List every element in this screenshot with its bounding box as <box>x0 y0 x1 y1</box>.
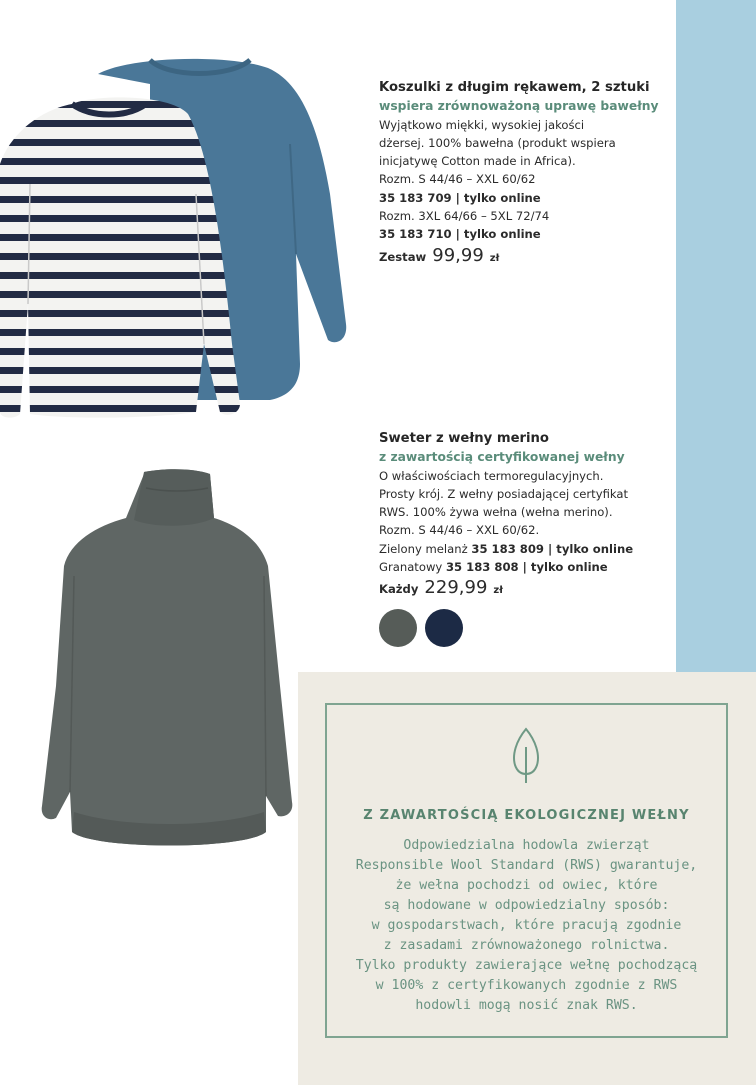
eco-text-line: Responsible Wool Standard (RWS) gwarantuje, <box>355 858 698 873</box>
product-size-line: Rozm. 3XL 64/66 – 5XL 72/74 <box>379 209 550 224</box>
color-name: Zielony melanż <box>379 541 468 556</box>
eco-text-line: w 100% z certyfikowanych zgodnie z RWS <box>375 978 678 993</box>
product-code: 35 183 709 | tylko online <box>379 190 541 205</box>
product-size-line: Rozm. S 44/46 – XXL 60/62 <box>379 172 536 187</box>
product-description-line: RWS. 100% żywa wełna (wełna merino). <box>379 505 613 520</box>
eco-wool-info-box <box>325 703 728 1038</box>
product-code: 35 183 808 | tylko online <box>445 560 608 575</box>
blue-accent-strip <box>676 0 756 672</box>
product-title: Sweter z wełny merino <box>379 431 549 446</box>
leaf-icon <box>511 727 541 785</box>
color-variant-line <box>379 540 633 558</box>
swatch-navy[interactable] <box>425 609 463 647</box>
product-subtitle: z zawartością certyfikowanej wełny <box>379 450 625 465</box>
eco-text-line: Odpowiedzialna hodowla zwierząt <box>403 838 650 853</box>
price-row <box>379 244 659 268</box>
price-currency: zł <box>493 585 503 597</box>
long-sleeve-shirts-image <box>0 44 352 426</box>
product-description-line: Wyjątkowo miękki, wysokiej jakości <box>379 117 585 132</box>
product-size-line: Rozm. S 44/46 – XXL 60/62. <box>379 523 540 538</box>
product-subtitle: wspiera zrównoważoną uprawę bawełny <box>379 99 659 114</box>
eco-text-line: hodowli mogą nosić znak RWS. <box>415 998 638 1013</box>
price-label: Zestaw <box>379 249 427 264</box>
product-description-line: Prosty krój. Z wełny posiadającej certyfikat <box>379 486 629 501</box>
eco-text-line: są hodowane w odpowiedzialny sposób: <box>383 898 670 913</box>
price-row <box>379 579 633 600</box>
eco-text-line: że wełna pochodzi od owiec, które <box>395 878 658 893</box>
product-shirts-info <box>379 79 659 268</box>
price-value: 229,99 <box>424 577 488 599</box>
eco-text-line: w gospodarstwach, które pracują zgodnie <box>371 918 682 933</box>
product-description-line: inicjatywę Cotton made in Africa). <box>379 154 576 169</box>
merino-sweater-image <box>34 466 296 858</box>
swatch-green-melange[interactable] <box>379 609 417 647</box>
product-description-line: dżersej. 100% bawełna (produkt wspiera <box>379 135 616 150</box>
price-currency: zł <box>489 252 500 264</box>
product-code: 35 183 710 | tylko online <box>379 227 541 242</box>
price-label: Każdy <box>379 582 419 597</box>
price-value: 99,99 <box>432 244 484 266</box>
eco-text-line: Tylko produkty zawierające wełnę pochodzącą <box>355 958 698 973</box>
product-description-line: O właściwościach termoregulacyjnych. <box>379 468 604 483</box>
product-sweater-info <box>379 430 633 647</box>
color-swatches <box>379 609 633 647</box>
eco-title: Z ZAWARTOŚCIĄ EKOLOGICZNEJ WEŁNY <box>363 808 690 823</box>
product-code: 35 183 809 | tylko online <box>471 541 634 556</box>
color-variant-line <box>379 558 633 576</box>
eco-description <box>341 836 712 1016</box>
color-name: Granatowy <box>379 560 443 575</box>
product-title: Koszulki z długim rękawem, 2 sztuki <box>379 80 650 95</box>
eco-text-line: z zasadami zrównoważonego rolnictwa. <box>383 938 670 953</box>
